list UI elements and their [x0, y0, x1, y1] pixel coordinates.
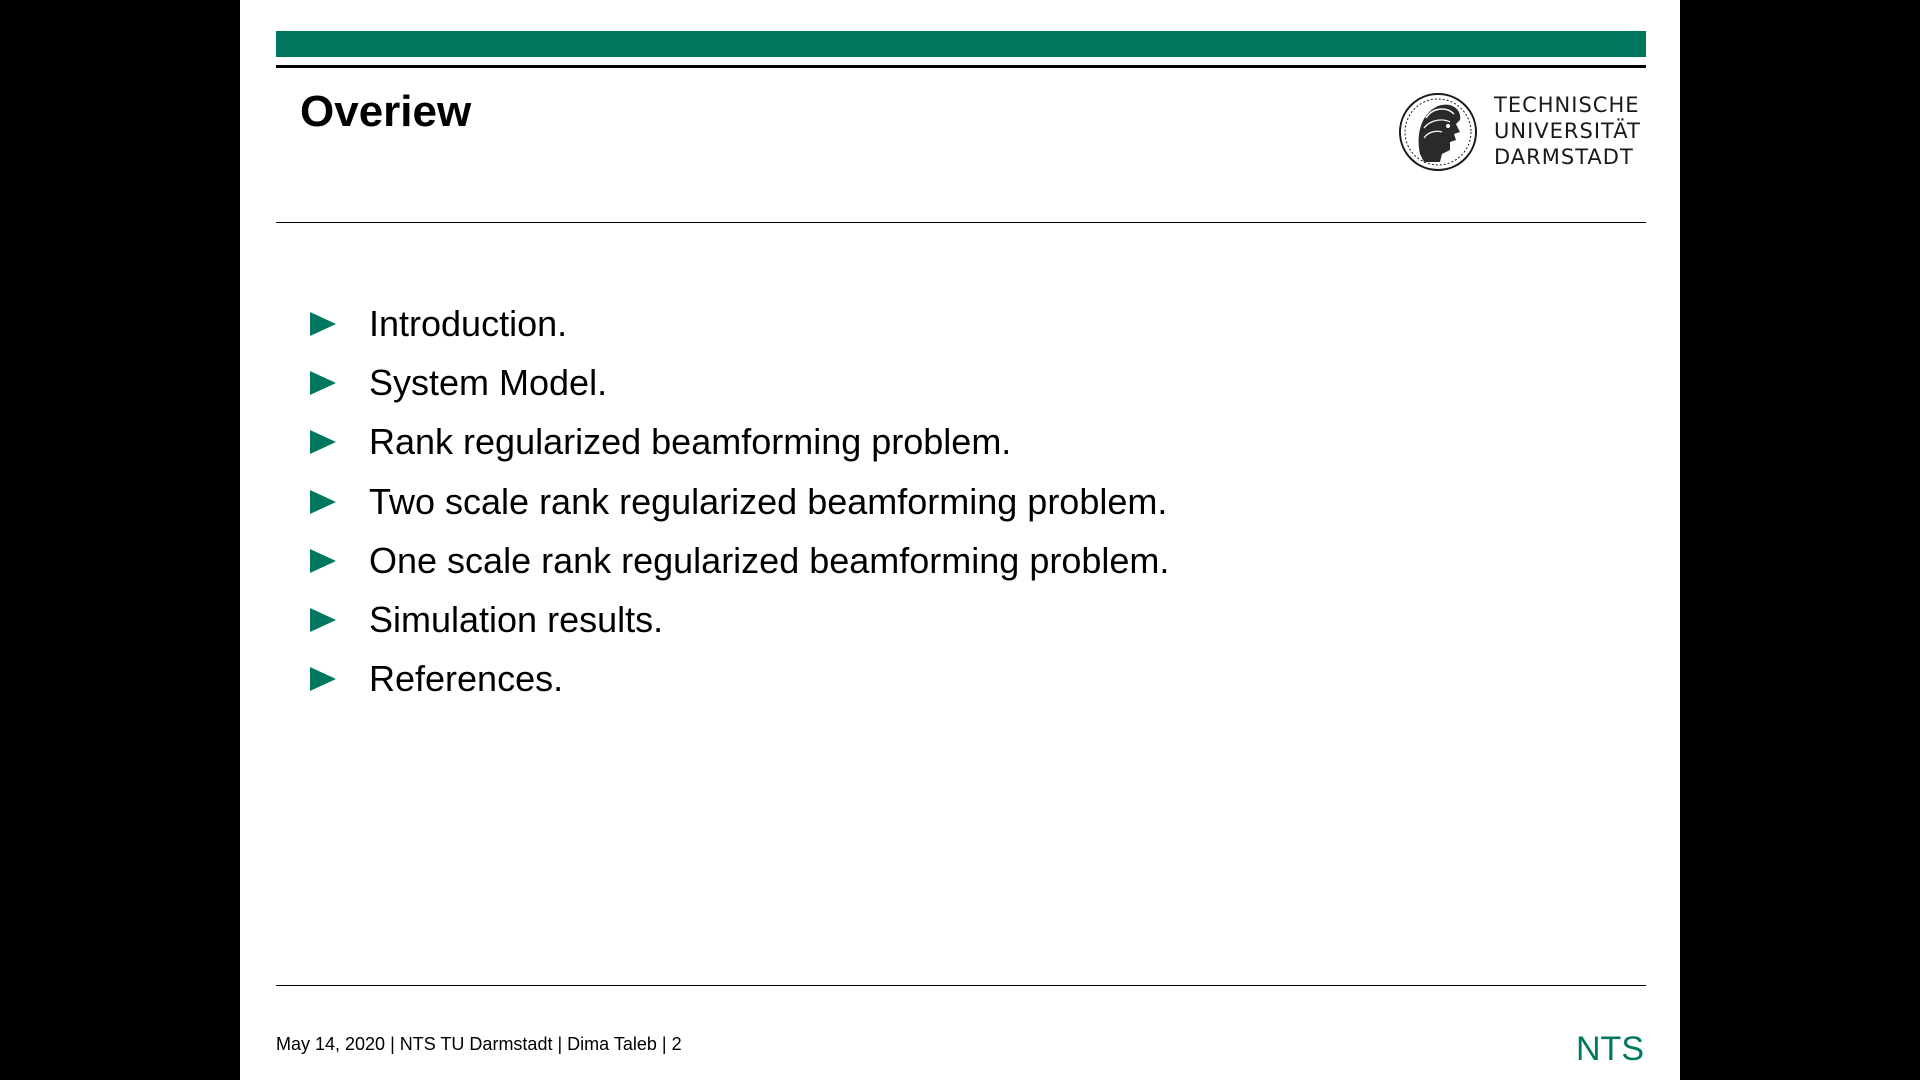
list-item [310, 353, 1169, 412]
triangle-bullet-icon [310, 667, 336, 691]
footer-separator: | [661, 1034, 667, 1054]
list-item-text: Introduction. [369, 302, 568, 344]
list-item [310, 531, 1169, 590]
triangle-bullet-icon [310, 312, 336, 336]
page-number: 2 [671, 1034, 682, 1054]
triangle-bullet-icon [310, 490, 336, 514]
footer-author: Dima Taleb [567, 1034, 657, 1054]
triangle-bullet-icon [310, 371, 336, 395]
list-item [310, 294, 1169, 353]
header-accent-bar [276, 31, 1646, 57]
university-logo [1398, 84, 1648, 182]
list-item-text: One scale rank regularized beamforming problem. [369, 539, 1170, 581]
triangle-bullet-icon [310, 430, 336, 454]
logo-line-3: DARMSTADT [1494, 145, 1634, 169]
list-item [310, 590, 1169, 649]
list-item-text: Two scale rank regularized beamforming problem. [369, 480, 1168, 522]
slide-title: Overiew [300, 87, 472, 136]
university-name [1494, 92, 1641, 170]
footer-rule [276, 985, 1646, 986]
nts-brand: NTS [1576, 1030, 1644, 1068]
list-item-text: System Model. [369, 361, 608, 403]
logo-line-1: TECHNISCHE [1494, 93, 1640, 117]
logo-line-2: UNIVERSITÄT [1494, 119, 1641, 143]
header-top-rule [276, 65, 1646, 68]
triangle-bullet-icon [310, 549, 336, 573]
list-item [310, 472, 1169, 531]
footer-group: NTS TU Darmstadt [399, 1034, 553, 1054]
header-rule [276, 222, 1646, 223]
triangle-bullet-icon [310, 608, 336, 632]
list-item-text: Simulation results. [369, 599, 664, 641]
slide-footer [276, 1034, 682, 1055]
athena-seal-icon [1398, 84, 1478, 180]
footer-separator: | [390, 1034, 395, 1054]
list-item [310, 650, 1169, 709]
overview-list [310, 294, 1169, 709]
list-item [310, 413, 1169, 472]
footer-separator: | [557, 1034, 563, 1054]
list-item-text: References. [369, 658, 564, 700]
presentation-slide [240, 0, 1680, 1080]
list-item-text: Rank regularized beamforming problem. [369, 421, 1012, 463]
footer-date: May 14, 2020 [276, 1034, 386, 1054]
